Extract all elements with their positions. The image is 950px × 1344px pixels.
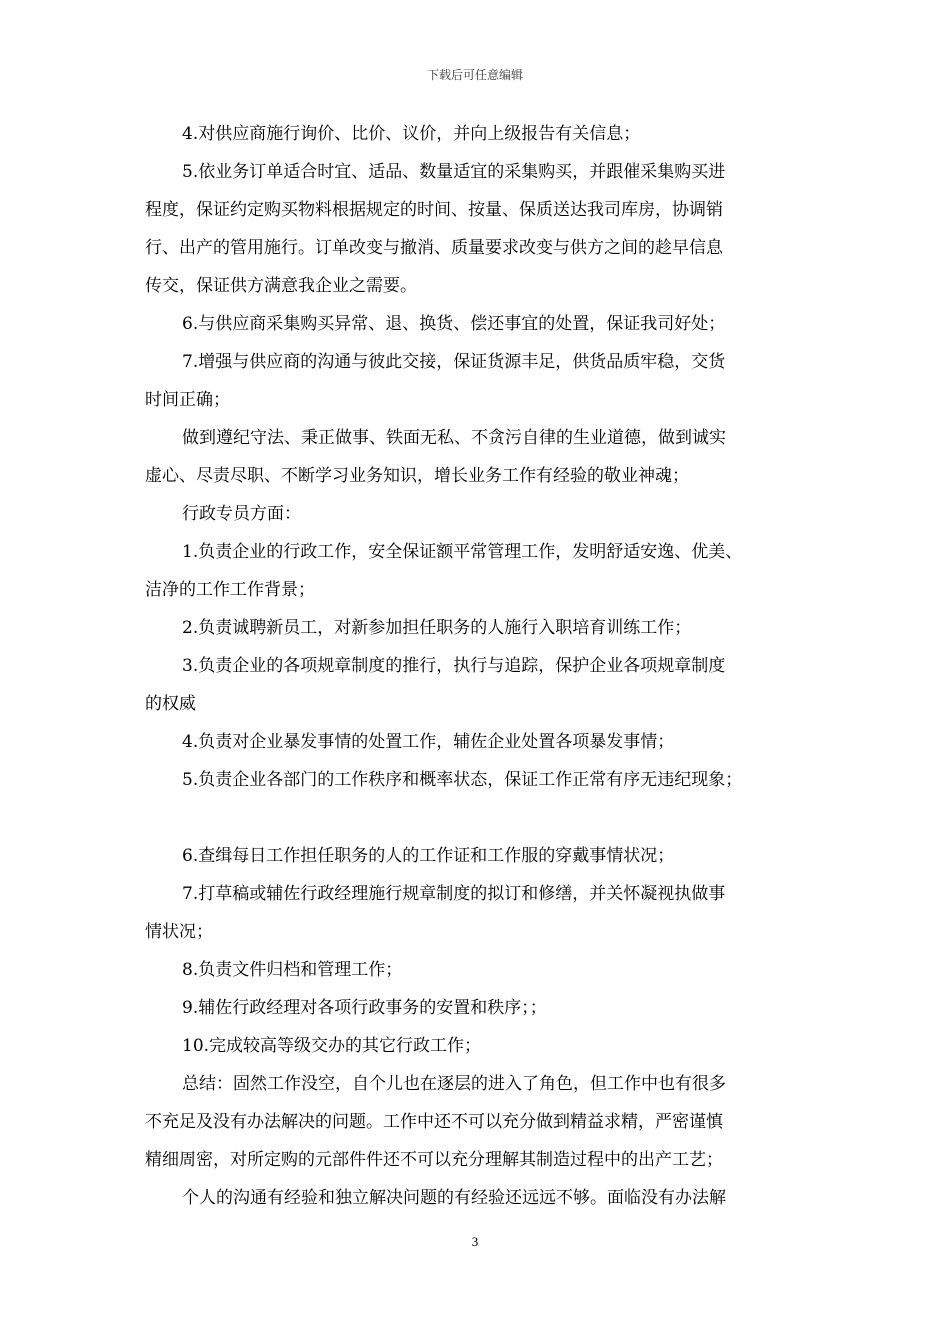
paragraph-line: 程度，保证约定购买物料根据规定的时间、按量、保质送达我司库房，协调销 (145, 200, 723, 220)
paragraph-line: 的权威 (145, 694, 196, 714)
paragraph-line: 总结：固然工作没空，自个儿也在逐层的进入了角色，但工作中也有很多 (182, 1074, 726, 1094)
paragraph-line: 5.依业务订单适合时宜、适品、数量适宜的采集购买，并跟催采集购买进 (182, 162, 726, 182)
paragraph-line: 8.负责文件归档和管理工作； (182, 960, 403, 980)
paragraph-line: 传交，保证供方满意我企业之需要。 (145, 276, 417, 296)
paragraph-line: 10.完成较高等级交办的其它行政工作； (182, 1036, 482, 1056)
paragraph-line: 7.增强与供应商的沟通与彼此交接，保证货源丰足，供货品质牢稳，交货 (182, 352, 726, 372)
paragraph-line: 虚心、尽责尽职、不断学习业务知识，增长业务工作有经验的敬业神魂； (145, 466, 689, 486)
page-header: 下载后可任意编辑 (426, 68, 523, 82)
paragraph-line: 3.负责企业的各项规章制度的推行，执行与追踪，保护企业各项规章制度 (182, 656, 726, 676)
paragraph-line: 2.负责诚聘新员工，对新参加担任职务的人施行入职培育训练工作； (182, 618, 692, 638)
paragraph-line: 7.打草稿或辅佐行政经理施行规章制度的拟订和修缮，并关怀凝视执做事 (182, 884, 726, 904)
blank-line (145, 805, 815, 843)
paragraph-line: 行、出产的管用施行。订单改变与撤消、质量要求改变与供方之间的趁早信息 (145, 238, 723, 258)
paragraph-line: 6.与供应商采集购买异常、退、换货、偿还事宜的处置，保证我司好处； (182, 314, 726, 334)
paragraph-line: 6.查缉每日工作担任职务的人的工作证和工作服的穿戴事情状况； (182, 846, 675, 866)
paragraph-line: 5.负责企业各部门的工作秩序和概率状态，保证工作正常有序无违纪现象； (182, 770, 743, 790)
paragraph-line: 精细周密，对所定购的元部件件还不可以充分理解其制造过程中的出产工艺； (145, 1150, 723, 1170)
paragraph-line: 4.负责对企业暴发事情的处置工作，辅佐企业处置各项暴发事情； (182, 732, 675, 752)
paragraph-line: 洁净的工作工作背景； (145, 580, 315, 600)
page-number: 3 (471, 1234, 479, 1249)
paragraph-line: 情状况； (145, 922, 213, 942)
paragraph-line: 不充足及没有办法解决的问题。工作中还不可以充分做到精益求精，严密谨慎 (145, 1112, 723, 1132)
paragraph-line: 9.辅佐行政经理对各项行政事务的安置和秩序；； (182, 998, 547, 1018)
paragraph-line: 个人的沟通有经验和独立解决问题的有经验还远远不够。面临没有办法解 (182, 1188, 726, 1208)
paragraph-line: 1.负责企业的行政工作，安全保证额平常管理工作，发明舒适安逸、优美、 (182, 542, 743, 562)
paragraph-line: 时间正确； (145, 390, 230, 410)
section-heading: 行政专员方面： (182, 504, 301, 524)
paragraph-line: 4.对供应商施行询价、比价、议价，并向上级报告有关信息； (182, 124, 641, 144)
paragraph-line: 做到遵纪守法、秉正做事、铁面无私、不贪污自律的生业道德，做到诚实 (182, 428, 726, 448)
document-body (145, 121, 815, 1223)
